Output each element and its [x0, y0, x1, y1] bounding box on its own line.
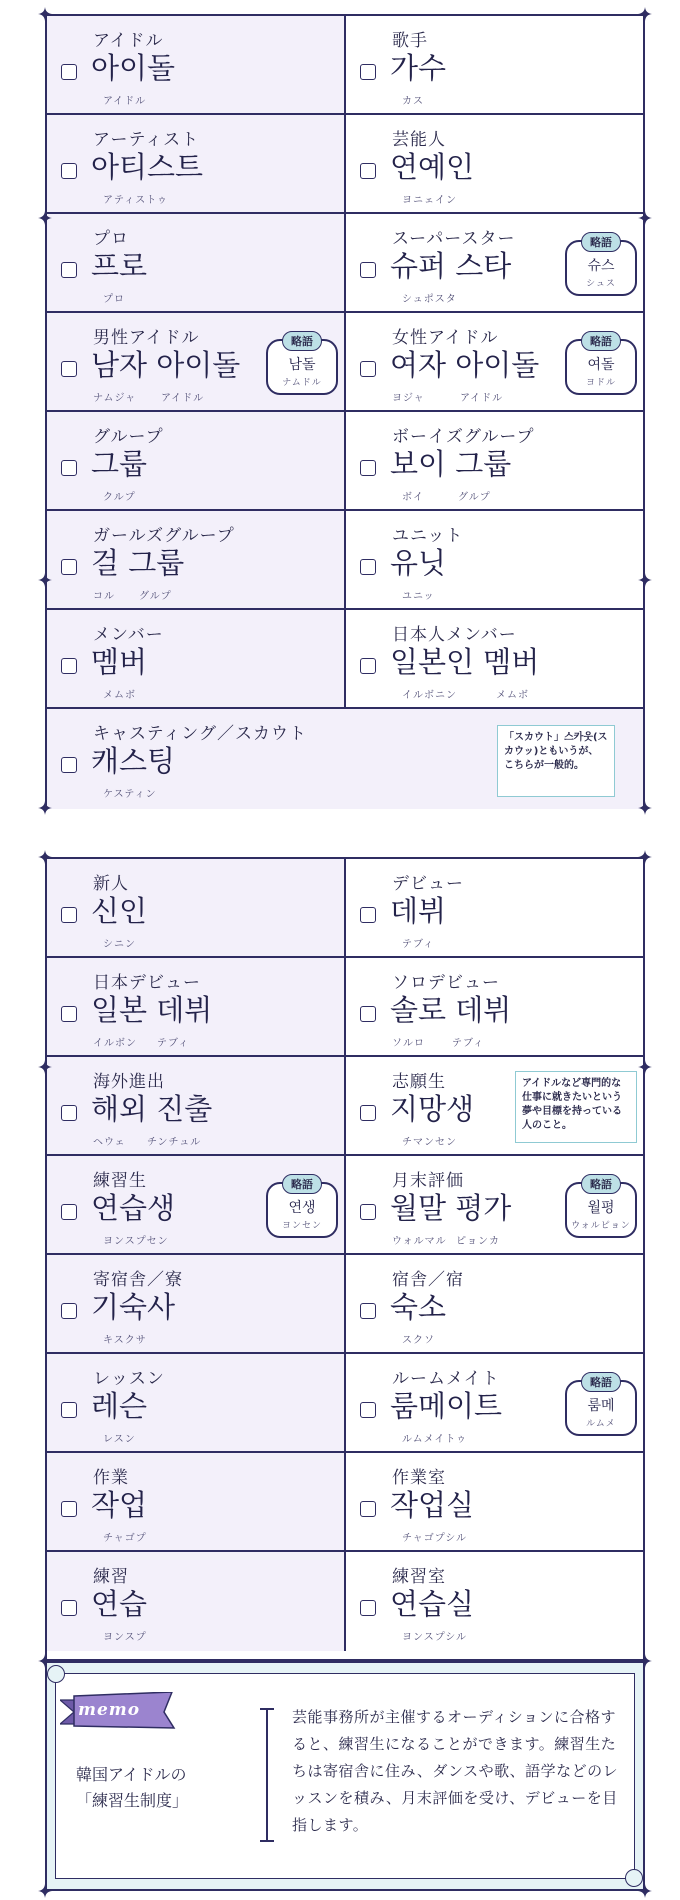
reading-kana: テブィ [157, 1038, 190, 1049]
vocab-cell [47, 511, 346, 608]
japanese-term: 寄宿舎／寮 [93, 1270, 183, 1290]
vocab-cell [47, 1255, 346, 1352]
vocab-cell [346, 1057, 643, 1154]
korean-term: 숙소 [390, 1290, 447, 1324]
reading-kana: チンチュル [147, 1137, 202, 1148]
checkbox[interactable] [360, 1501, 376, 1517]
checkbox[interactable] [61, 658, 77, 674]
reading-kana: ヘウェ [93, 1137, 126, 1148]
korean-term: 룸메이트 [390, 1389, 503, 1423]
japanese-term: 宿舎／宿 [392, 1270, 464, 1290]
reading-kana: チマンセン [402, 1137, 457, 1148]
abbreviation-tag: 略語 [581, 1372, 621, 1392]
reading-kana: ナムジャ [93, 393, 137, 404]
vocab-cell [346, 1354, 643, 1451]
abbreviation-kana: ヨドル [585, 378, 616, 388]
reading-kana: カス [402, 96, 424, 107]
abbreviation-kana: ルムメ [586, 1419, 616, 1429]
vocab-cell [47, 1156, 346, 1253]
korean-term: 해외 진출 [91, 1092, 213, 1126]
japanese-term: ソロデビュー [392, 973, 500, 993]
korean-term: 연예인 [390, 150, 475, 184]
japanese-term: 練習室 [392, 1567, 446, 1587]
checkbox[interactable] [61, 907, 77, 923]
vocab-cell [47, 1057, 346, 1154]
vocab-row [47, 313, 643, 412]
reading-kana: クルプ [103, 492, 136, 503]
checkbox[interactable] [360, 64, 376, 80]
korean-term: 걸 그룹 [91, 546, 185, 580]
japanese-term: ユニット [392, 526, 464, 546]
korean-term: 아티스트 [91, 150, 204, 184]
vocab-row [47, 1255, 643, 1354]
japanese-term: 作業 [93, 1468, 129, 1488]
sparkle-icon [38, 801, 52, 815]
vocab-cell [47, 958, 346, 1055]
vocab-row [47, 958, 643, 1057]
sparkle-icon [638, 211, 652, 225]
sparkle-icon [38, 573, 52, 587]
abbreviation-tag: 略語 [581, 1174, 621, 1194]
abbreviation-tag: 略語 [282, 331, 322, 351]
reading-kana: イルボン [93, 1038, 137, 1049]
japanese-term: アーティスト [93, 130, 200, 150]
korean-term: 가수 [390, 51, 447, 85]
checkbox[interactable] [360, 658, 376, 674]
reading-kana: ソルロ [392, 1038, 425, 1049]
abbreviation-korean: 슈스 [587, 258, 615, 274]
japanese-term: グループ [93, 427, 164, 447]
japanese-term: ボーイズグループ [392, 427, 535, 447]
vocab-cell [346, 313, 643, 410]
checkbox[interactable] [360, 559, 376, 575]
abbreviation-kana: シュス [586, 279, 616, 289]
vocab-row [47, 1354, 643, 1453]
korean-term: 캐스팅 [91, 744, 176, 778]
japanese-term: 海外進出 [93, 1072, 165, 1092]
reading-kana: ユニッ [402, 591, 435, 602]
reading-kana: テブィ [402, 939, 435, 950]
checkbox[interactable] [360, 1303, 376, 1319]
vocab-row [47, 1057, 643, 1156]
vocab-cell [47, 115, 346, 212]
vocab-cell [346, 214, 643, 311]
korean-term: 작업실 [390, 1488, 475, 1522]
abbreviation-bubble [565, 1178, 637, 1238]
sparkle-icon [38, 1884, 52, 1898]
reading-kana: シニン [103, 939, 136, 950]
reading-kana: スクソ [402, 1335, 435, 1346]
reading-kana: ウォルマル [392, 1236, 447, 1247]
vocab-cell [47, 412, 346, 509]
japanese-term: 日本デビュー [93, 973, 201, 993]
reading-kana: ヨニェイン [402, 195, 457, 206]
reading-kana: ルムメイトゥ [402, 1434, 468, 1445]
vocab-cell [47, 313, 346, 410]
checkbox[interactable] [61, 1501, 77, 1517]
reading-kana: シュポスタ [402, 294, 457, 305]
vocab-cell [47, 1552, 346, 1651]
reading-kana: プロ [103, 294, 125, 305]
checkbox[interactable] [360, 1006, 376, 1022]
memo-body: 芸能事務所が主催するオーディションに合格すると、練習生になることができます。練習生たちは寄宿舎に住み、ダンスや歌、語学などのレッスンを積み、月末評価を受け、デビューを目指します。 [292, 1708, 619, 1834]
reading-kana: コル [93, 591, 115, 602]
reading-kana: メムボ [103, 690, 136, 701]
korean-term: 기숙사 [91, 1290, 176, 1324]
japanese-term: 女性アイドル [392, 328, 499, 348]
vocab-row [47, 412, 643, 511]
japanese-term: 練習生 [93, 1171, 147, 1191]
vocab-cell [346, 1453, 643, 1550]
japanese-term: 歌手 [392, 31, 428, 51]
japanese-term: ルームメイト [392, 1369, 500, 1389]
vocab-row-wide [47, 709, 643, 809]
japanese-term: アイドル [93, 31, 164, 51]
checkbox[interactable] [61, 361, 77, 377]
japanese-term: 新人 [93, 874, 129, 894]
reading-kana: チャゴプ [103, 1533, 147, 1544]
checkbox[interactable] [360, 1204, 376, 1220]
checkbox[interactable] [360, 460, 376, 476]
vocab-row [47, 1453, 643, 1552]
vocab-row [47, 1156, 643, 1255]
sparkle-icon [638, 801, 652, 815]
abbreviation-bubble [565, 236, 637, 296]
reading-kana: グルプ [139, 591, 172, 602]
sparkle-icon [38, 1060, 52, 1074]
vocab-cell [47, 610, 346, 707]
sparkle-icon [38, 7, 52, 21]
checkbox[interactable] [360, 1600, 376, 1616]
korean-term: 데뷔 [390, 894, 447, 928]
reading-kana: ヨンスプ [103, 1632, 147, 1643]
reading-kana: ボイ [402, 492, 424, 503]
vocab-row [47, 115, 643, 214]
abbreviation-tag: 略語 [581, 232, 621, 252]
sparkle-icon [638, 1060, 652, 1074]
korean-term: 일본 데뷔 [91, 993, 213, 1027]
abbreviation-kana: ウォルピョン [571, 1221, 631, 1231]
checkbox[interactable] [61, 262, 77, 278]
japanese-term: 月末評価 [392, 1171, 464, 1191]
japanese-term: 日本人メンバー [392, 625, 517, 645]
vocab-row [47, 16, 643, 115]
korean-term: 그룹 [91, 447, 148, 481]
korean-term: 일본인 멤버 [390, 645, 540, 679]
sparkle-icon [38, 850, 52, 864]
vocab-cell [346, 115, 643, 212]
reading-kana: レスン [103, 1434, 136, 1445]
memo-title-line1: 韓国アイドルの [76, 1765, 187, 1784]
japanese-term: 志願生 [392, 1072, 446, 1092]
korean-term: 프로 [91, 249, 148, 283]
vocab-cell [346, 1255, 643, 1352]
korean-term: 남자 아이돌 [91, 348, 241, 382]
korean-term: 연습 [91, 1587, 148, 1621]
checkbox[interactable] [61, 757, 77, 773]
korean-term: 멤버 [91, 645, 148, 679]
abbreviation-bubble [565, 1376, 637, 1436]
sparkle-icon [638, 7, 652, 21]
japanese-term: レッスン [93, 1369, 165, 1389]
vocab-cell [47, 1453, 346, 1550]
korean-term: 신인 [91, 894, 148, 928]
checkbox[interactable] [61, 1600, 77, 1616]
memo-title [76, 1762, 188, 1814]
checkbox[interactable] [61, 460, 77, 476]
japanese-term: 芸能人 [392, 130, 446, 150]
abbreviation-korean: 남돌 [288, 357, 316, 373]
reading-kana: アイドル [161, 393, 205, 404]
abbreviation-kana: ナムドル [282, 378, 322, 388]
japanese-term: 練習 [93, 1567, 129, 1587]
checkbox[interactable] [61, 1303, 77, 1319]
sparkle-icon [38, 211, 52, 225]
vocab-grid-1 [45, 14, 645, 808]
checkbox[interactable] [360, 1402, 376, 1418]
japanese-term: プロ [93, 229, 129, 249]
korean-term: 지망생 [390, 1092, 475, 1126]
checkbox[interactable] [61, 1105, 77, 1121]
memo-ribbon-label: memo [78, 1700, 141, 1720]
checkbox[interactable] [61, 64, 77, 80]
vocab-cell [47, 214, 346, 311]
checkbox[interactable] [360, 1105, 376, 1121]
japanese-term: ガールズグループ [93, 526, 235, 546]
abbreviation-bubble [266, 335, 338, 395]
vocab-cell [346, 412, 643, 509]
sparkle-icon [638, 850, 652, 864]
vocab-row [47, 610, 643, 709]
note-box: 「スカウト」스카웃(スカウッ)ともいうが、こちらが一般的。 [497, 725, 615, 797]
checkbox[interactable] [61, 1402, 77, 1418]
memo-divider [266, 1708, 268, 1842]
abbreviation-bubble [565, 335, 637, 395]
vocab-cell [346, 511, 643, 608]
japanese-term: デビュー [392, 874, 464, 894]
japanese-term: 男性アイドル [93, 328, 200, 348]
korean-term: 레슨 [91, 1389, 148, 1423]
vocab-row [47, 1552, 643, 1651]
korean-term: 슈퍼 스타 [390, 249, 512, 283]
reading-kana: ヨンスプセン [103, 1236, 169, 1247]
reading-kana: ケスティン [103, 789, 157, 800]
vocab-cell [47, 16, 346, 113]
vocab-cell [47, 859, 346, 956]
vocab-cell [346, 1552, 643, 1651]
checkbox[interactable] [360, 262, 376, 278]
japanese-term: 作業室 [392, 1468, 446, 1488]
sparkle-icon [638, 1884, 652, 1898]
reading-kana: アイドル [460, 393, 504, 404]
korean-term: 유닛 [390, 546, 447, 580]
abbreviation-korean: 룸메 [587, 1398, 615, 1414]
reading-kana: テブィ [452, 1038, 485, 1049]
korean-term: 아이돌 [91, 51, 176, 85]
reading-kana: ヨジャ [392, 393, 425, 404]
korean-term: 연습실 [390, 1587, 475, 1621]
checkbox[interactable] [61, 163, 77, 179]
vocab-row [47, 511, 643, 610]
sparkle-icon [638, 1654, 652, 1668]
reading-kana: キスクサ [103, 1335, 147, 1346]
reading-kana: アイドル [103, 96, 147, 107]
vocab-cell [346, 1156, 643, 1253]
memo-inner [55, 1673, 635, 1879]
korean-term: 작업 [91, 1488, 148, 1522]
abbreviation-korean: 월평 [587, 1200, 615, 1216]
reading-kana: アティストゥ [103, 195, 168, 206]
memo-box [45, 1661, 645, 1891]
checkbox[interactable] [360, 361, 376, 377]
vocab-cell [47, 709, 643, 809]
memo-title-line2: 「練習生制度」 [76, 1791, 189, 1810]
abbreviation-kana: ヨンセン [281, 1221, 322, 1231]
korean-term: 보이 그룹 [390, 447, 512, 481]
reading-kana: グルプ [458, 492, 491, 503]
korean-term: 연습생 [91, 1191, 176, 1225]
sparkle-icon [638, 573, 652, 587]
vocab-cell [47, 1354, 346, 1451]
abbreviation-bubble [266, 1178, 338, 1238]
checkbox[interactable] [360, 907, 376, 923]
vocab-cell [346, 610, 643, 707]
reading-kana: ヨンスプシル [402, 1632, 468, 1643]
checkbox[interactable] [61, 559, 77, 575]
checkbox[interactable] [61, 1204, 77, 1220]
vocab-cell [346, 958, 643, 1055]
reading-kana: ピョンカ [456, 1236, 500, 1247]
reading-kana: メムボ [496, 690, 529, 701]
note-box: アイドルなど専門的な仕事に就きたいという夢や目標を持っている人のこと。 [515, 1071, 637, 1143]
vocab-row [47, 859, 643, 958]
vocab-grid-2 [45, 857, 645, 1661]
japanese-term: スーパースター [392, 229, 516, 249]
abbreviation-korean: 여돌 [587, 357, 615, 373]
vocab-cell [346, 859, 643, 956]
reading-kana: チャゴプシル [402, 1533, 468, 1544]
checkbox[interactable] [360, 163, 376, 179]
abbreviation-korean: 연생 [288, 1200, 316, 1216]
korean-term: 여자 아이돌 [390, 348, 540, 382]
korean-term: 월말 평가 [390, 1191, 512, 1225]
sparkle-icon [38, 1654, 52, 1668]
abbreviation-tag: 略語 [581, 331, 621, 351]
vocab-row [47, 214, 643, 313]
checkbox[interactable] [61, 1006, 77, 1022]
korean-term: 솔로 데뷔 [390, 993, 512, 1027]
japanese-term: メンバー [93, 625, 164, 645]
reading-kana: イルボニン [402, 690, 457, 701]
japanese-term: キャスティング／スカウト [93, 724, 307, 744]
abbreviation-tag: 略語 [282, 1174, 322, 1194]
vocab-cell [346, 16, 643, 113]
